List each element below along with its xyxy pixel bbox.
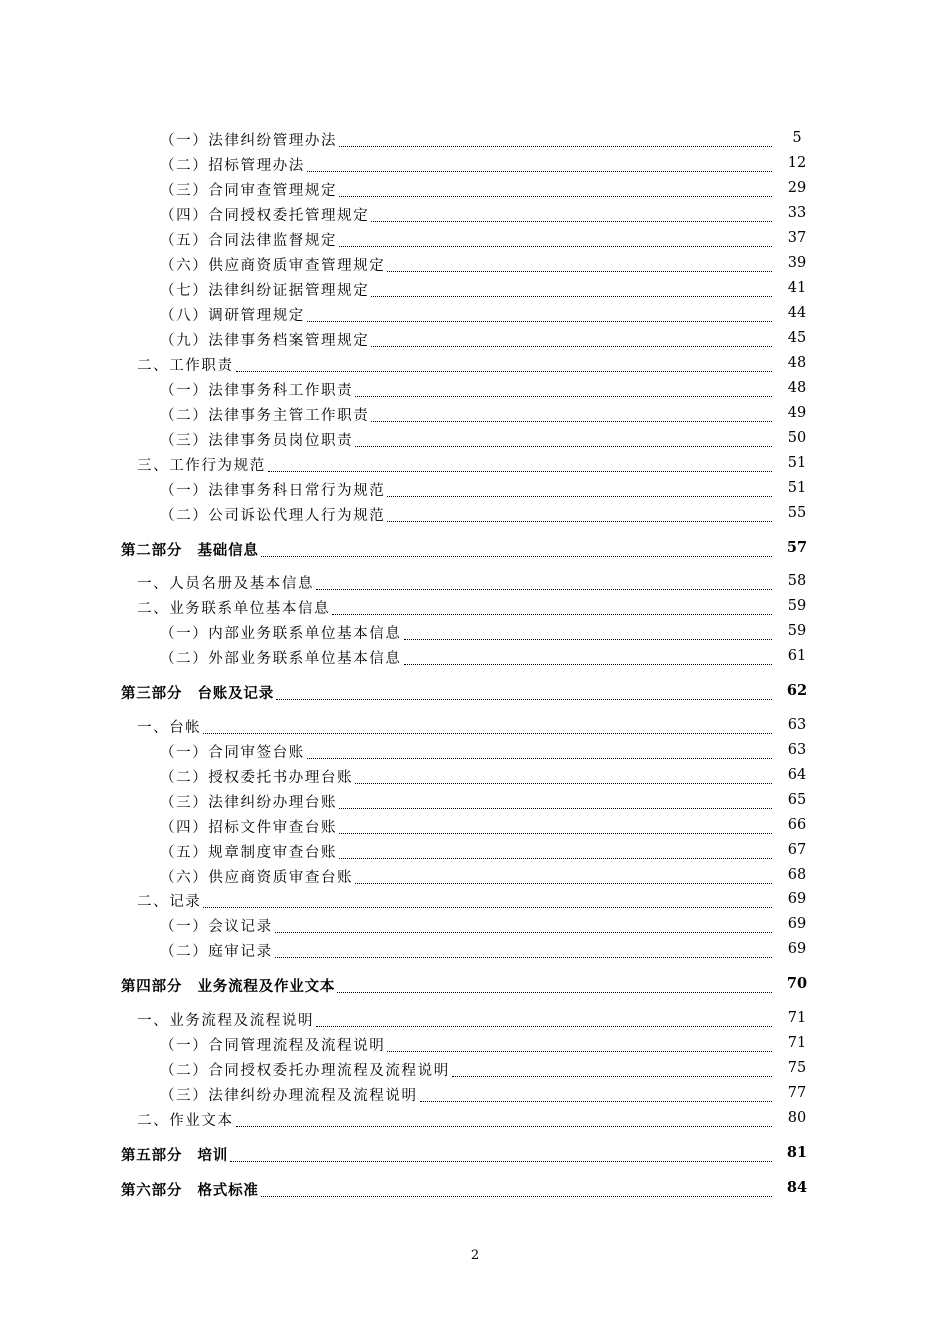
toc-entry-row: [160, 127, 774, 149]
toc-entry-page-number: 63: [787, 742, 807, 758]
toc-part-entry[interactable]: [0, 1142, 950, 1164]
toc-entry-page-number: 59: [787, 598, 807, 614]
toc-dot-leader: [276, 689, 772, 700]
toc-dot-leader: [355, 436, 772, 447]
toc-dot-leader: [371, 411, 772, 422]
toc-entry-row: [160, 839, 774, 861]
page-number: 2: [470, 1248, 480, 1263]
toc-entry-page-number: 45: [787, 330, 807, 346]
toc-entry-page-number: 48: [787, 355, 807, 371]
toc-entry-row: [121, 1177, 774, 1199]
toc-entry-page-number: 55: [787, 505, 807, 521]
toc-entry-row: [160, 620, 774, 642]
toc-entry-row: [121, 537, 774, 559]
toc-entry-label: （四）招标文件审查台账: [160, 820, 338, 836]
toc-entry-row: [160, 1057, 774, 1079]
toc-dot-leader: [339, 236, 772, 247]
toc-subsection-entry[interactable]: [0, 252, 950, 274]
toc-entry-label: 第四部分 业务流程及作业文本: [121, 978, 336, 995]
toc-entry-row: [160, 277, 774, 299]
toc-entry-label: （三）法律事务员岗位职责: [160, 433, 354, 449]
toc-entry-label: （一）内部业务联系单位基本信息: [160, 626, 402, 642]
toc-entry-row: [160, 402, 774, 424]
toc-entry-page-number: 58: [787, 573, 807, 589]
toc-entry-page-number: 69: [787, 916, 807, 932]
toc-subsection-entry[interactable]: [0, 938, 950, 960]
toc-entry-page-number: 65: [787, 792, 807, 808]
toc-entry-row: [160, 427, 774, 449]
toc-entry-row: [137, 595, 774, 617]
toc-entry-label: 第五部分 培训: [121, 1147, 229, 1164]
toc-entry-page-number: 84: [786, 1179, 808, 1196]
toc-entry-label: 二、工作职责: [137, 358, 234, 374]
toc-dot-leader: [339, 823, 772, 834]
toc-entry-page-number: 29: [787, 180, 807, 196]
toc-subsection-entry[interactable]: [0, 839, 950, 861]
toc-entry-page-number: 44: [787, 305, 807, 321]
toc-dot-leader: [203, 723, 772, 734]
toc-entry-row: [121, 973, 774, 995]
toc-entry-row: [160, 302, 774, 324]
toc-dot-leader: [203, 897, 772, 908]
toc-dot-leader: [337, 982, 772, 993]
toc-section-entry[interactable]: [0, 1107, 950, 1129]
toc-entry-row: [160, 1032, 774, 1054]
toc-subsection-entry[interactable]: [0, 789, 950, 811]
toc-section-entry[interactable]: [0, 452, 950, 474]
toc-entry-label: 一、人员名册及基本信息: [137, 576, 315, 592]
toc-entry-label: （六）供应商资质审查台账: [160, 870, 354, 886]
toc-part-entry[interactable]: [0, 1177, 950, 1199]
toc-entry-label: 第三部分 台账及记录: [121, 685, 274, 702]
toc-entry-label: （六）供应商资质审查管理规定: [160, 258, 386, 274]
toc-dot-leader: [275, 922, 772, 933]
toc-entry-row: [137, 888, 774, 910]
toc-dot-leader: [355, 873, 772, 884]
toc-subsection-entry[interactable]: [0, 620, 950, 642]
toc-entry-label: （二）公司诉讼代理人行为规范: [160, 508, 386, 524]
toc-subsection-entry[interactable]: [0, 302, 950, 324]
toc-entry-page-number: 81: [786, 1144, 808, 1161]
toc-entry-row: [137, 570, 774, 592]
toc-dot-leader: [332, 604, 772, 615]
toc-entry-page-number: 80: [787, 1110, 807, 1126]
toc-entry-row: [160, 864, 774, 886]
toc-entry-row: [137, 352, 774, 374]
toc-entry-row: [160, 227, 774, 249]
toc-entry-label: （二）合同授权委托办理流程及流程说明: [160, 1063, 450, 1079]
toc-entry-row: [160, 814, 774, 836]
toc-entry-label: （一）法律事务科工作职责: [160, 383, 354, 399]
toc-entry-label: （五）合同法律监督规定: [160, 233, 338, 249]
toc-entry-page-number: 61: [787, 648, 807, 664]
toc-part-entry[interactable]: [0, 973, 950, 995]
toc-entry-label: （二）招标管理办法: [160, 158, 305, 174]
toc-subsection-entry[interactable]: [0, 227, 950, 249]
toc-dot-leader: [387, 261, 772, 272]
toc-entry-page-number: 71: [787, 1010, 807, 1026]
toc-entry-page-number: 67: [787, 842, 807, 858]
toc-dot-leader: [275, 947, 772, 958]
toc-entry-row: [160, 477, 774, 499]
toc-section-entry[interactable]: [0, 714, 950, 736]
toc-entry-label: （三）法律纠纷办理台账: [160, 795, 338, 811]
toc-entry-row: [160, 789, 774, 811]
toc-entry-page-number: 39: [787, 255, 807, 271]
toc-entry-page-number: 59: [787, 623, 807, 639]
toc-subsection-entry[interactable]: [0, 739, 950, 761]
toc-entry-label: 第六部分 格式标准: [121, 1182, 259, 1199]
toc-subsection-entry[interactable]: [0, 177, 950, 199]
toc-entry-label: （八）调研管理规定: [160, 308, 305, 324]
toc-entry-page-number: 57: [786, 539, 808, 556]
toc-entry-row: [160, 152, 774, 174]
toc-entry-page-number: 49: [787, 405, 807, 421]
toc-entry-page-number: 41: [787, 280, 807, 296]
toc-dot-leader: [339, 186, 772, 197]
toc-entry-page-number: 75: [787, 1060, 807, 1076]
toc-dot-leader: [387, 486, 772, 497]
toc-entry-label: （一）法律纠纷管理办法: [160, 133, 338, 149]
toc-entry-label: 二、作业文本: [137, 1113, 234, 1129]
toc-entry-label: （一）法律事务科日常行为规范: [160, 483, 386, 499]
toc-entry-page-number: 62: [786, 682, 808, 699]
toc-dot-leader: [387, 1041, 772, 1052]
toc-dot-leader: [355, 773, 772, 784]
toc-entry-label: （二）外部业务联系单位基本信息: [160, 651, 402, 667]
toc-entry-row: [160, 252, 774, 274]
toc-subsection-entry[interactable]: [0, 645, 950, 667]
toc-dot-leader: [387, 511, 772, 522]
toc-entry-page-number: 69: [787, 891, 807, 907]
toc-subsection-entry[interactable]: [0, 814, 950, 836]
toc-entry-row: [137, 452, 774, 474]
toc-subsection-entry[interactable]: [0, 327, 950, 349]
toc-subsection-entry[interactable]: [0, 202, 950, 224]
toc-entry-label: 二、业务联系单位基本信息: [137, 601, 331, 617]
toc-dot-leader: [452, 1066, 772, 1077]
toc-subsection-entry[interactable]: [0, 502, 950, 524]
toc-entry-row: [160, 202, 774, 224]
toc-subsection-entry[interactable]: [0, 1057, 950, 1079]
toc-entry-page-number: 50: [787, 430, 807, 446]
toc-subsection-entry[interactable]: [0, 402, 950, 424]
toc-dot-leader: [316, 579, 772, 590]
toc-entry-row: [121, 680, 774, 702]
toc-subsection-entry[interactable]: [0, 377, 950, 399]
toc-dot-leader: [371, 286, 772, 297]
toc-dot-leader: [339, 848, 772, 859]
toc-entry-page-number: 70: [786, 975, 808, 992]
toc-dot-leader: [404, 629, 773, 640]
toc-dot-leader: [307, 311, 772, 322]
toc-entry-row: [160, 327, 774, 349]
toc-section-entry[interactable]: [0, 352, 950, 374]
toc-entry-row: [160, 764, 774, 786]
toc-dot-leader: [339, 798, 772, 809]
toc-entry-label: （一）会议记录: [160, 919, 273, 935]
toc-entry-row: [137, 1107, 774, 1129]
toc-entry-label: （二）庭审记录: [160, 944, 273, 960]
toc-subsection-entry[interactable]: [0, 427, 950, 449]
toc-dot-leader: [268, 461, 772, 472]
toc-entry-page-number: 69: [787, 941, 807, 957]
toc-dot-leader: [339, 136, 772, 147]
toc-subsection-entry[interactable]: [0, 1082, 950, 1104]
toc-subsection-entry[interactable]: [0, 152, 950, 174]
toc-entry-label: （七）法律纠纷证据管理规定: [160, 283, 370, 299]
toc-entry-label: （五）规章制度审查台账: [160, 845, 338, 861]
toc-subsection-entry[interactable]: [0, 1032, 950, 1054]
toc-entry-page-number: 71: [787, 1035, 807, 1051]
toc-subsection-entry[interactable]: [0, 477, 950, 499]
toc-dot-leader: [404, 654, 773, 665]
toc-dot-leader: [261, 1186, 772, 1197]
toc-entry-label: （三）合同审查管理规定: [160, 183, 338, 199]
toc-dot-leader: [236, 1116, 772, 1127]
toc-entry-page-number: 5: [792, 130, 802, 146]
toc-section-entry[interactable]: [0, 570, 950, 592]
toc-entry-label: （四）合同授权委托管理规定: [160, 208, 370, 224]
toc-entry-row: [160, 645, 774, 667]
toc-subsection-entry[interactable]: [0, 127, 950, 149]
toc-entry-row: [160, 913, 774, 935]
toc-entry-row: [160, 1082, 774, 1104]
toc-dot-leader: [355, 386, 772, 397]
toc-entry-label: （一）合同审签台账: [160, 745, 305, 761]
toc-entry-label: （二）授权委托书办理台账: [160, 770, 354, 786]
toc-dot-leader: [371, 336, 772, 347]
toc-subsection-entry[interactable]: [0, 764, 950, 786]
toc-subsection-entry[interactable]: [0, 913, 950, 935]
toc-entry-label: （一）合同管理流程及流程说明: [160, 1038, 386, 1054]
toc-dot-leader: [307, 161, 772, 172]
toc-entry-row: [121, 1142, 774, 1164]
toc-entry-page-number: 66: [787, 817, 807, 833]
toc-entry-page-number: 64: [787, 767, 807, 783]
toc-entry-page-number: 48: [787, 380, 807, 396]
toc-section-entry[interactable]: [0, 888, 950, 910]
toc-entry-row: [160, 502, 774, 524]
toc-part-entry[interactable]: [0, 537, 950, 559]
toc-entry-page-number: 63: [787, 717, 807, 733]
toc-entry-page-number: 33: [787, 205, 807, 221]
toc-part-entry[interactable]: [0, 680, 950, 702]
toc-entry-page-number: 51: [787, 455, 807, 471]
toc-entry-page-number: 77: [787, 1085, 807, 1101]
toc-entry-label: （九）法律事务档案管理规定: [160, 333, 370, 349]
toc-entry-row: [160, 377, 774, 399]
toc-subsection-entry[interactable]: [0, 277, 950, 299]
toc-entry-page-number: 37: [787, 230, 807, 246]
toc-dot-leader: [236, 361, 772, 372]
toc-entry-row: [160, 177, 774, 199]
toc-entry-label: 二、记录: [137, 894, 202, 910]
toc-dot-leader: [307, 748, 772, 759]
toc-entry-label: 三、工作行为规范: [137, 458, 266, 474]
toc-entry-row: [160, 739, 774, 761]
toc-entry-row: [137, 714, 774, 736]
toc-entry-label: 一、业务流程及流程说明: [137, 1013, 315, 1029]
toc-entry-label: 第二部分 基础信息: [121, 542, 259, 559]
toc-dot-leader: [230, 1151, 772, 1162]
toc-entry-row: [137, 1007, 774, 1029]
toc-entry-label: 一、台帐: [137, 720, 202, 736]
toc-subsection-entry[interactable]: [0, 864, 950, 886]
toc-entry-label: （二）法律事务主管工作职责: [160, 408, 370, 424]
toc-dot-leader: [316, 1016, 772, 1027]
toc-section-entry[interactable]: [0, 595, 950, 617]
toc-entry-page-number: 68: [787, 867, 807, 883]
toc-section-entry[interactable]: [0, 1007, 950, 1029]
toc-entry-label: （三）法律纠纷办理流程及流程说明: [160, 1088, 418, 1104]
toc-entry-page-number: 51: [787, 480, 807, 496]
toc-dot-leader: [420, 1091, 772, 1102]
toc-dot-leader: [371, 211, 772, 222]
toc-dot-leader: [261, 546, 772, 557]
toc-entry-row: [160, 938, 774, 960]
toc-entry-page-number: 12: [787, 155, 807, 171]
